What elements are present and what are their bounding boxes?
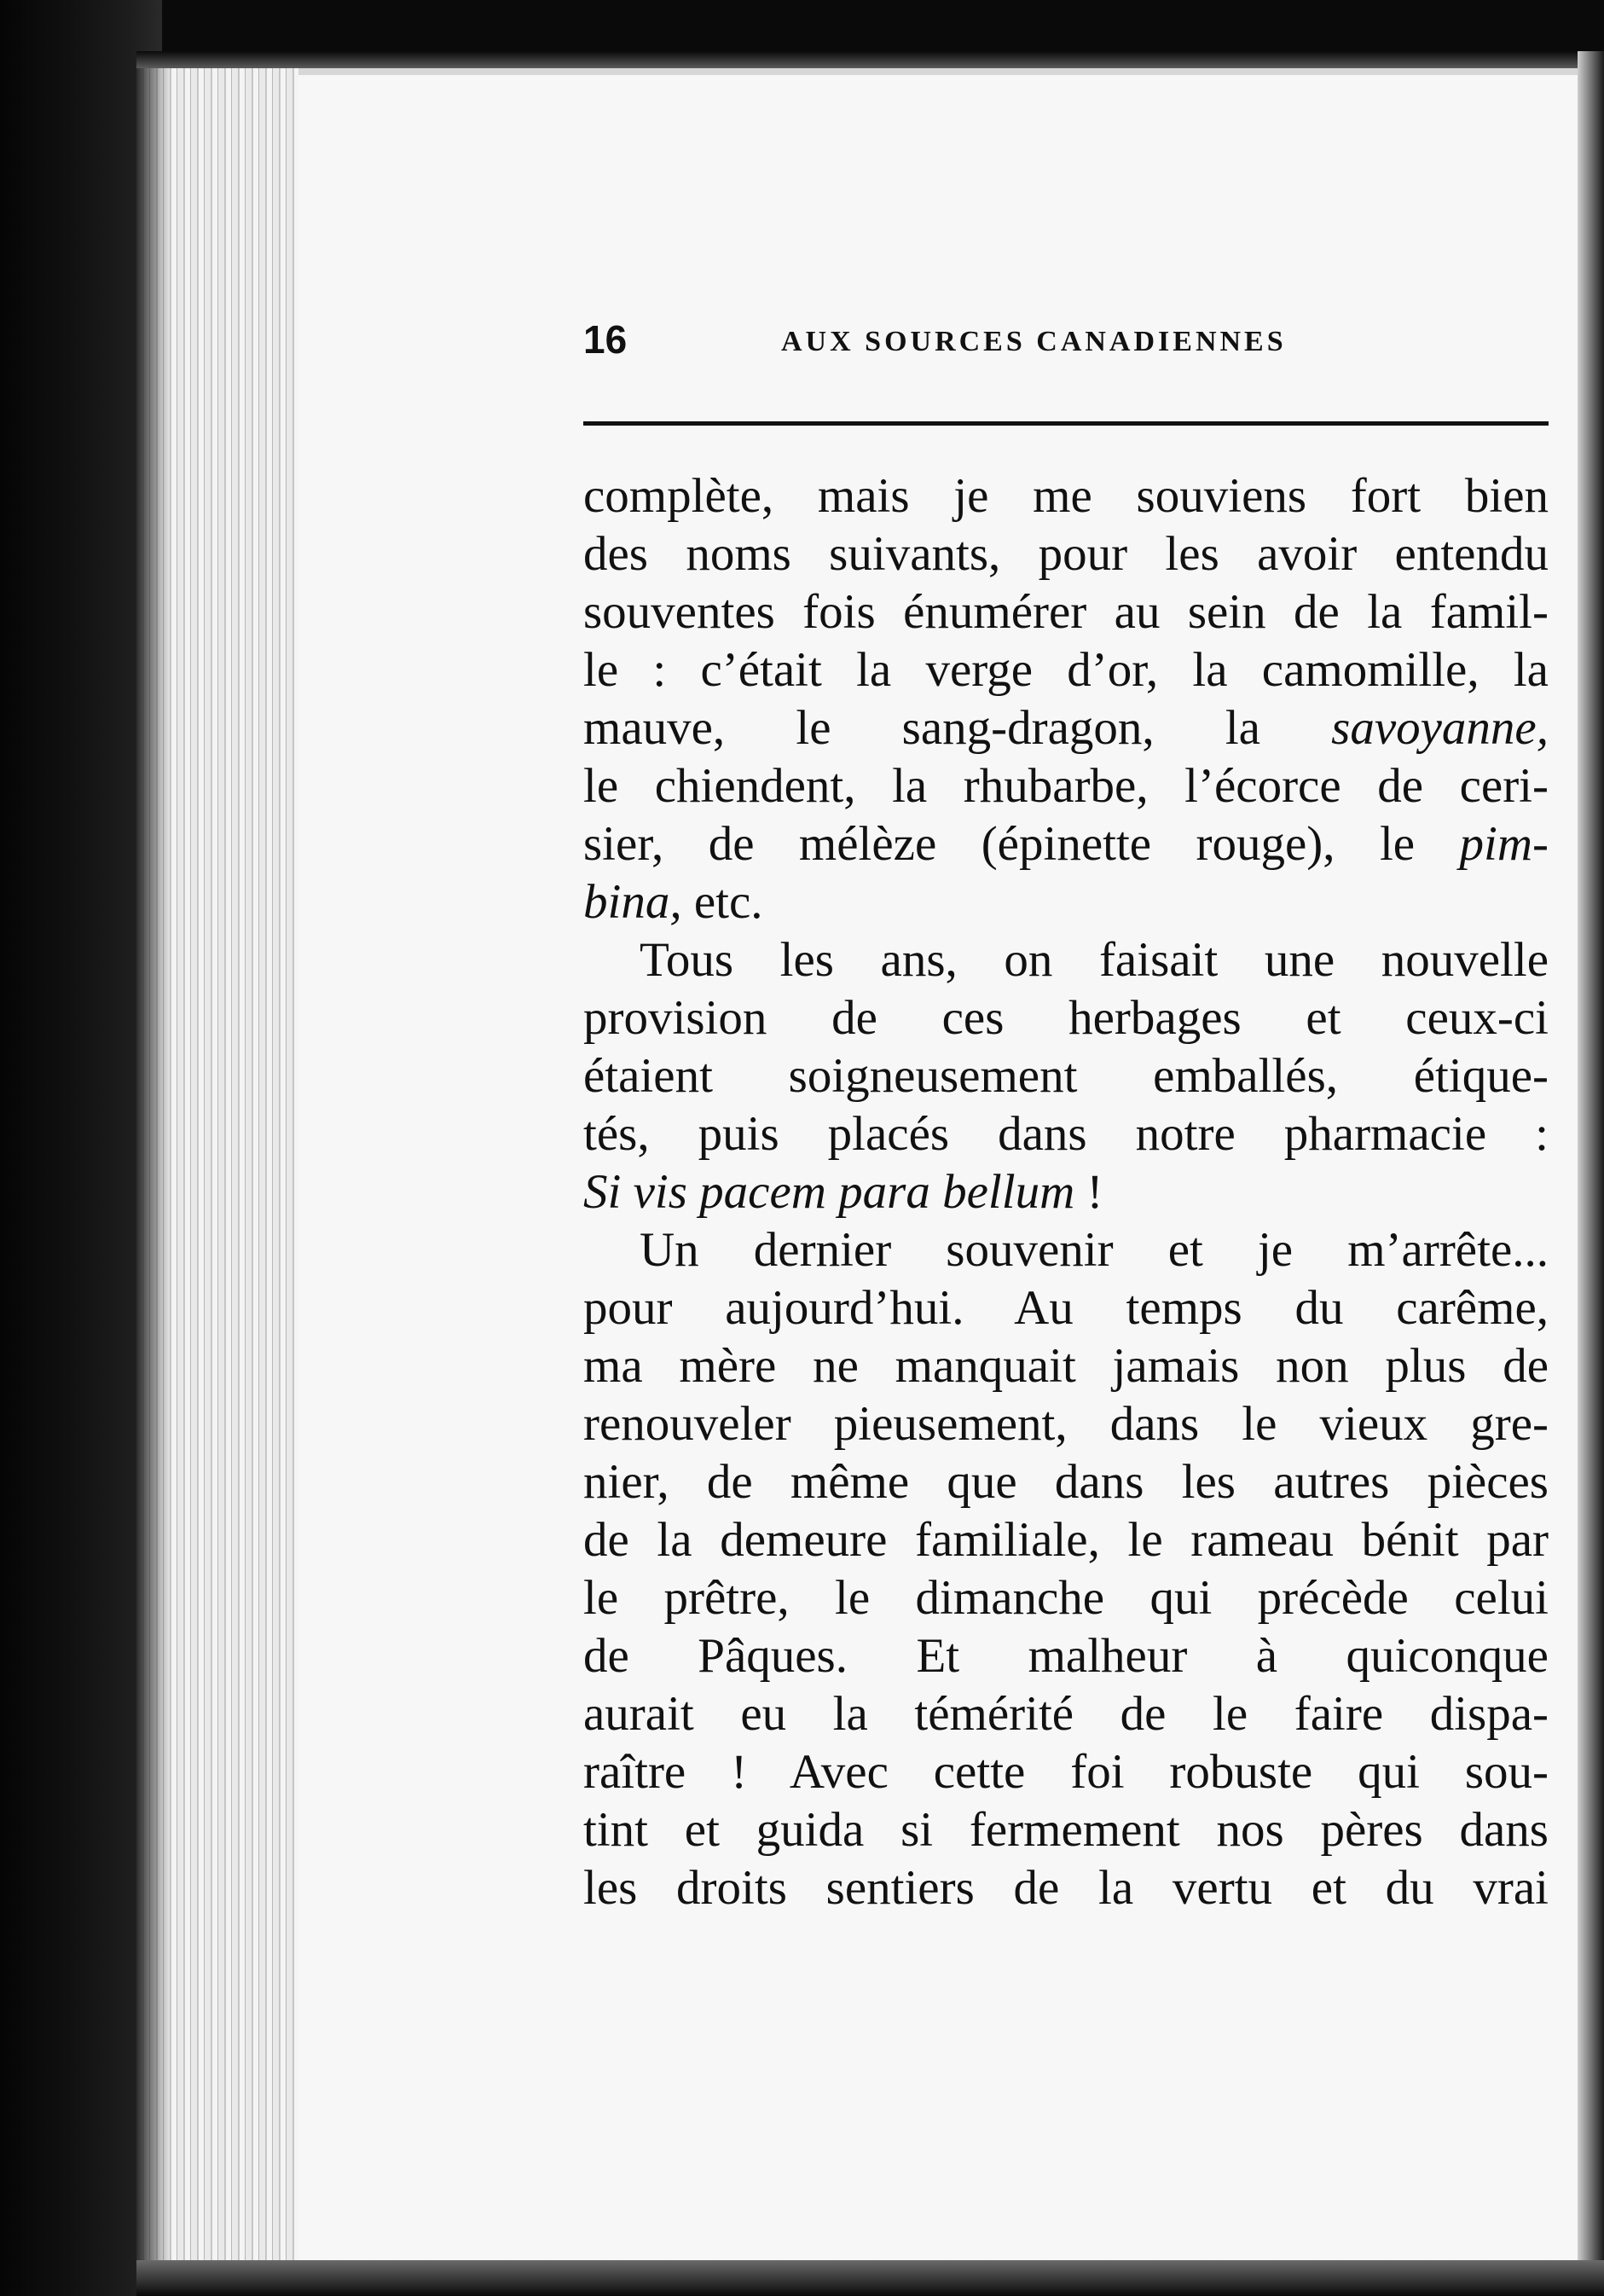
text-line — [583, 1047, 1549, 1105]
text-segment: souventes fois énumérer au sein de la famil- — [583, 585, 1549, 639]
text-segment: aurait eu la témérité de le faire dispa- — [583, 1687, 1549, 1741]
text-segment: étaient soigneusement emballés, étique- — [583, 1049, 1549, 1103]
text-segment: tint et guida si fermement nos pères dans — [583, 1803, 1549, 1857]
text-line — [583, 1337, 1549, 1395]
text-line — [583, 1685, 1549, 1743]
text-line — [583, 1453, 1549, 1511]
scan-bottom-border — [136, 2260, 1604, 2296]
text-line — [583, 1569, 1549, 1627]
page-edges — [136, 51, 324, 2274]
text-segment: des noms suivants, pour les avoir entendu — [583, 527, 1549, 581]
running-head — [583, 314, 1547, 365]
text-line — [583, 467, 1549, 525]
text-segment: le chiendent, la rhubarbe, l’écorce de ceri- — [583, 759, 1549, 813]
text-segment: de Pâques. Et malheur à quiconque — [583, 1629, 1549, 1683]
text-segment: Tous les ans, on faisait une nouvelle — [640, 933, 1549, 987]
text-line — [583, 1801, 1549, 1859]
header-rule — [583, 421, 1549, 426]
text-line — [583, 1395, 1549, 1453]
text-line — [583, 699, 1549, 757]
text-line — [583, 989, 1549, 1047]
text-line — [583, 1743, 1549, 1801]
text-segment: raître ! Avec cette foi robuste qui sou- — [583, 1745, 1549, 1799]
text-segment: les droits sentiers de la vertu et du vrai — [583, 1861, 1549, 1915]
text-line — [583, 1627, 1549, 1685]
text-line — [583, 1859, 1549, 1917]
italic-text: Si vis pacem para bellum — [583, 1165, 1075, 1219]
running-title: AUX SOURCES CANADIENNES — [781, 326, 1287, 357]
text-segment: de la demeure familiale, le rameau bénit par — [583, 1513, 1549, 1567]
text-line — [583, 757, 1549, 815]
page-number: 16 — [583, 317, 628, 362]
text-line — [583, 1163, 1549, 1221]
text-line — [583, 1279, 1549, 1337]
italic-text: pim- — [1459, 817, 1549, 871]
text-segment: pour aujourd’hui. Au temps du carême, — [583, 1281, 1549, 1335]
text-segment: nier, de même que dans les autres pièces — [583, 1455, 1549, 1509]
text-segment: le : c’était la verge d’or, la camomille, la — [583, 643, 1549, 697]
text-segment: le prêtre, le dimanche qui précède celui — [583, 1571, 1549, 1625]
text-line — [583, 1221, 1549, 1279]
text-segment: provision de ces herbages et ceux-ci — [583, 991, 1549, 1045]
italic-text: savoyanne, — [1331, 701, 1549, 755]
text-line — [583, 931, 1549, 989]
text-segment: ! — [1074, 1165, 1103, 1219]
text-line — [583, 641, 1549, 699]
text-line — [583, 583, 1549, 641]
text-line — [583, 525, 1549, 583]
text-line — [583, 1511, 1549, 1569]
scan-top-border — [136, 51, 1604, 68]
text-segment: complète, mais je me souviens fort bien — [583, 469, 1549, 523]
text-segment: Un dernier souvenir et je m’arrête... — [640, 1223, 1549, 1277]
text-line — [583, 873, 1549, 931]
text-line — [583, 1105, 1549, 1163]
text-segment: sier, de mélèze (épinette rouge), le — [583, 817, 1460, 871]
scan-right-border — [1578, 51, 1604, 2296]
italic-text: bina, — [583, 875, 682, 929]
body-text — [583, 467, 1549, 1917]
text-line — [583, 815, 1549, 873]
text-segment: tés, puis placés dans notre pharmacie : — [583, 1107, 1549, 1161]
text-segment: mauve, le sang-dragon, la — [583, 701, 1332, 755]
text-segment: etc. — [681, 875, 763, 929]
text-segment: renouveler pieusement, dans le vieux gre- — [583, 1397, 1549, 1451]
text-segment: ma mère ne manquait jamais non plus de — [583, 1339, 1549, 1393]
